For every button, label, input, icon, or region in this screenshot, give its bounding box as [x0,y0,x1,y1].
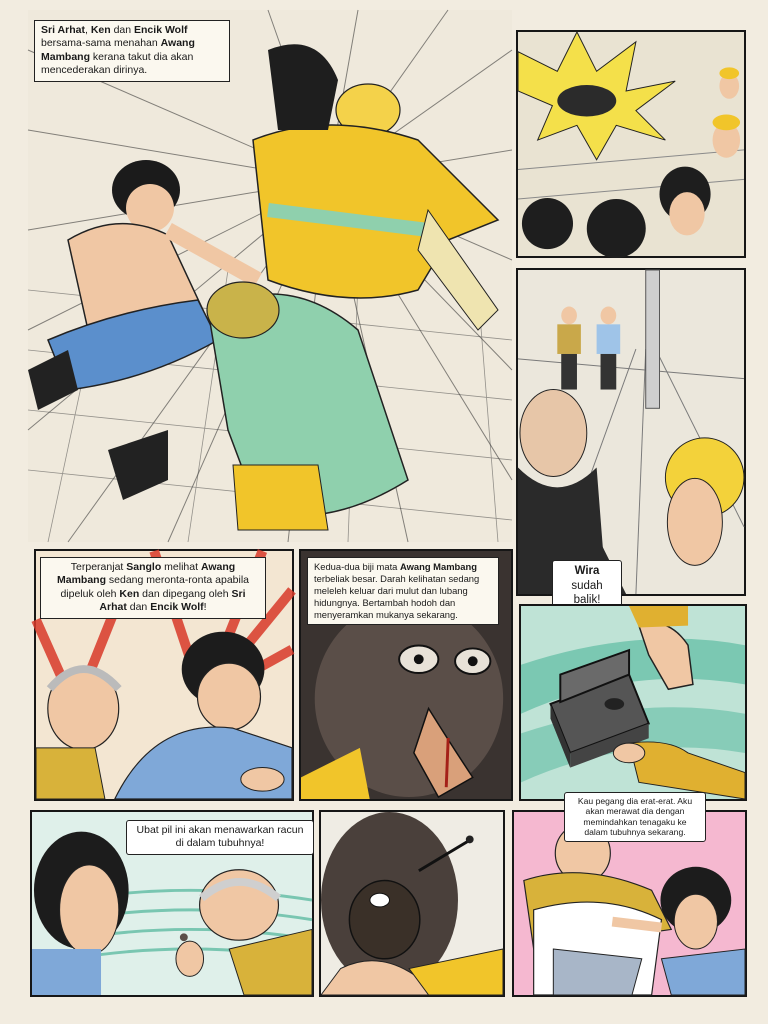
panel-8-speech-bubble [126,820,314,855]
bubble-name-wira: Wira [574,565,600,577]
panel-2-art [518,32,744,256]
caption-name-ken: Ken [90,24,111,36]
caption-name-awang-mambang: Awang Mambang [41,37,195,63]
caption-text: bersama-sama menahan [41,37,161,50]
caption-text: melihat [161,561,201,573]
bubble-text: sudah balik! [571,579,603,607]
caption-text: Terperanjat [70,561,127,573]
caption-text: ! [203,601,207,614]
panel-10-healing [512,796,747,997]
caption-name-encik-wolf: Encik Wolf [150,601,204,614]
caption-text: dan [126,601,151,614]
bubble-text: Ubat pil ini akan menawarkan racun di dalam tubuhnya! [136,824,304,850]
caption-text: Kedua-dua biji mata [314,561,400,572]
caption-name-awang-mambang: Awang Mambang [56,561,236,587]
panel-6-awang-mambang-face [299,549,513,801]
panel-7-pill-box [519,604,747,801]
caption-name-sri-arhat: Sri Arhat [99,587,246,614]
panel-3-wira-returns [516,268,746,607]
panel-2-explosion [516,30,746,258]
caption-name-awang-mambang: Awang Mambang [400,561,477,572]
panel-5-sanglo-surprised [34,549,294,801]
panel-10-speech-bubble [564,792,706,842]
caption-name-encik-wolf: Encik Wolf [134,24,188,36]
bubble-text: Kau pegang dia erat-erat. Aku akan merawat dia dengan memindahkan tenagaku ke dalam tubuhnya sekarang. [577,796,693,838]
panel-3-art [518,270,744,594]
panel-1-struggle [28,10,512,542]
caption-text: , [84,24,91,36]
panel-1-caption [34,20,230,82]
caption-text: dan [110,24,135,36]
panel-1-art [28,10,512,542]
caption-name-sri-arhat: Sri Arhat [41,24,85,36]
caption-text: sedang meronta-ronta apabila dipeluk oleh [60,574,250,600]
panel-6-caption [307,557,499,625]
caption-name-sanglo: Sanglo [126,561,162,573]
panel-8-sanglo-pill [30,810,314,997]
panel-7-art [521,606,745,799]
panel-5-caption [40,557,266,619]
caption-text: dan dipegang oleh [139,587,232,600]
caption-text: kerana takut dia akan mencederakan dirinya. [41,50,194,77]
caption-name-ken: Ken [119,587,140,600]
panel-9-art [321,812,503,995]
caption-text: terbeliak besar. Darah kelihatan sedang meleleh keluar dari mulut dan lubang hidungnya. Bertambah hodoh dan menyeramkan mukanya sekarang. [314,573,480,621]
panel-9-swallowing [319,810,505,997]
